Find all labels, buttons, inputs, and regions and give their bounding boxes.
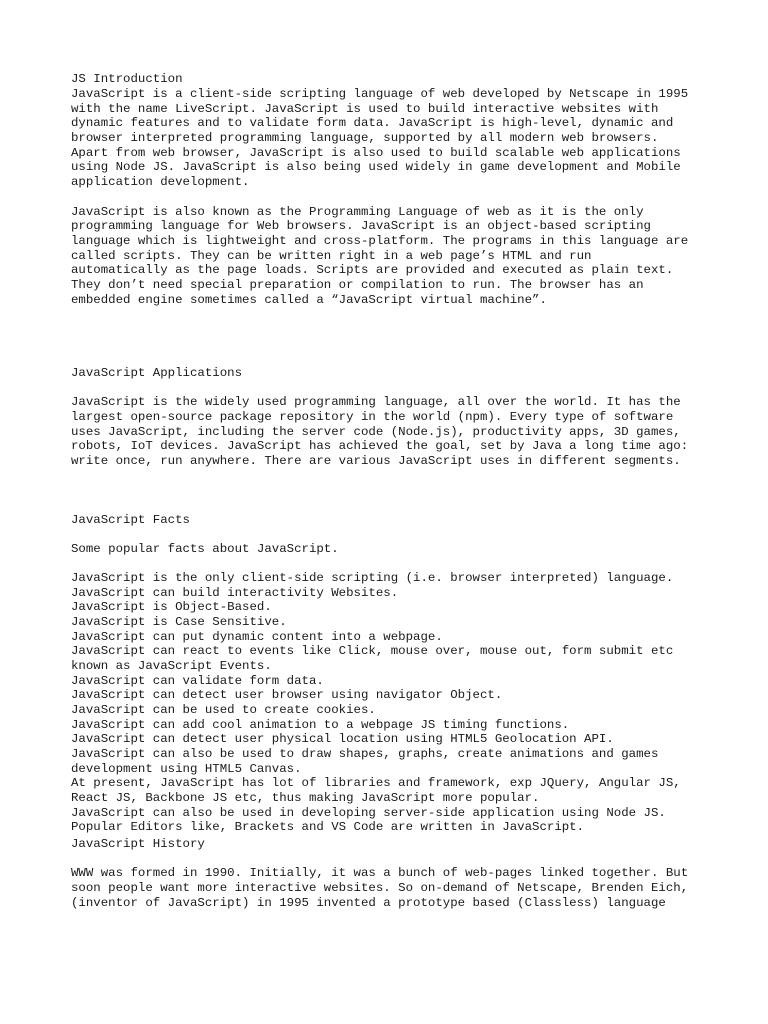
paragraph-line: called scripts. They can be written right in a web page’s HTML and run	[71, 249, 592, 263]
paragraph-line: with the name LiveScript. JavaScript is used to build interactive websites with	[71, 102, 659, 116]
list-item: JavaScript can validate form data.	[71, 674, 324, 688]
paragraph-line: JavaScript is the widely used programming language, all over the world. It has the	[71, 395, 681, 409]
list-item: Popular Editors like, Brackets and VS Code are written in JavaScript.	[71, 820, 585, 834]
list-item: JavaScript is the only client-side scripting (i.e. browser interpreted) language.	[71, 571, 674, 585]
paragraph-line: (inventor of JavaScript) in 1995 invented a prototype based (Classless) language	[71, 896, 666, 910]
list-item: JavaScript is Object-Based.	[71, 600, 272, 614]
list-item: JavaScript can react to events like Click, mouse over, mouse out, form submit etc	[71, 644, 674, 658]
list-item: At present, JavaScript has lot of libraries and framework, exp JQuery, Angular JS,	[71, 776, 681, 790]
heading-js-introduction: JS Introduction	[71, 72, 183, 86]
paragraph-line: They don’t need special preparation or compilation to run. The browser has an	[71, 278, 644, 292]
paragraph-line: largest open-source package repository in the world (npm). Every type of software	[71, 410, 674, 424]
list-item: JavaScript can be used to create cookies.	[71, 703, 376, 717]
paragraph-line: using Node JS. JavaScript is also being used widely in game development and Mobile	[71, 160, 681, 174]
list-item: known as JavaScript Events.	[71, 659, 272, 673]
paragraph-line: robots, IoT devices. JavaScript has achieved the goal, set by Java a long time ago:	[71, 439, 689, 453]
heading-javascript-applications: JavaScript Applications	[71, 366, 243, 380]
list-item: JavaScript can detect user browser using navigator Object.	[71, 688, 503, 702]
list-item: JavaScript can build interactivity Websites.	[71, 586, 399, 600]
paragraph-line: programming language for Web browsers. JavaScript is an object-based scripting	[71, 219, 651, 233]
paragraph-line: WWW was formed in 1990. Initially, it was a bunch of web-pages linked together. But	[71, 866, 689, 880]
paragraph-line: JavaScript is also known as the Programming Language of web as it is the only	[71, 205, 644, 219]
paragraph-line: language which is lightweight and cross-platform. The programs in this language are	[71, 234, 689, 248]
list-item: JavaScript can also be used in developing server-side application using Node JS.	[71, 806, 666, 820]
paragraph-line: Apart from web browser, JavaScript is also used to build scalable web applications	[71, 146, 681, 160]
list-item: React JS, Backbone JS etc, thus making JavaScript more popular.	[71, 791, 540, 805]
paragraph-line: automatically as the page loads. Scripts are provided and executed as plain text.	[71, 263, 674, 277]
paragraph-line: dynamic features and to validate form data. JavaScript is high-level, dynamic and	[71, 116, 674, 130]
paragraph-line: soon people want more interactive websites. So on-demand of Netscape, Brenden Eich,	[71, 881, 689, 895]
list-item: JavaScript can put dynamic content into a webpage.	[71, 630, 443, 644]
list-item: JavaScript can detect user physical location using HTML5 Geolocation API.	[71, 732, 614, 746]
paragraph-line: application development.	[71, 175, 250, 189]
list-item: JavaScript is Case Sensitive.	[71, 615, 287, 629]
list-item: JavaScript can also be used to draw shapes, graphs, create animations and games	[71, 747, 659, 761]
list-item: development using HTML5 Canvas.	[71, 762, 302, 776]
paragraph-line: Some popular facts about JavaScript.	[71, 542, 339, 556]
list-item: JavaScript can add cool animation to a webpage JS timing functions.	[71, 718, 570, 732]
paragraph-line: browser interpreted programming language, supported by all modern web browsers.	[71, 131, 659, 145]
heading-javascript-history: JavaScript History	[71, 837, 205, 851]
paragraph-line: embedded engine sometimes called a “JavaScript virtual machine”.	[71, 293, 547, 307]
paragraph-line: JavaScript is a client-side scripting language of web developed by Netscape in 1995	[71, 87, 689, 101]
heading-javascript-facts: JavaScript Facts	[71, 513, 190, 527]
paragraph-line: write once, run anywhere. There are various JavaScript uses in different segments.	[71, 454, 681, 468]
paragraph-line: uses JavaScript, including the server code (Node.js), productivity apps, 3D games,	[71, 425, 681, 439]
